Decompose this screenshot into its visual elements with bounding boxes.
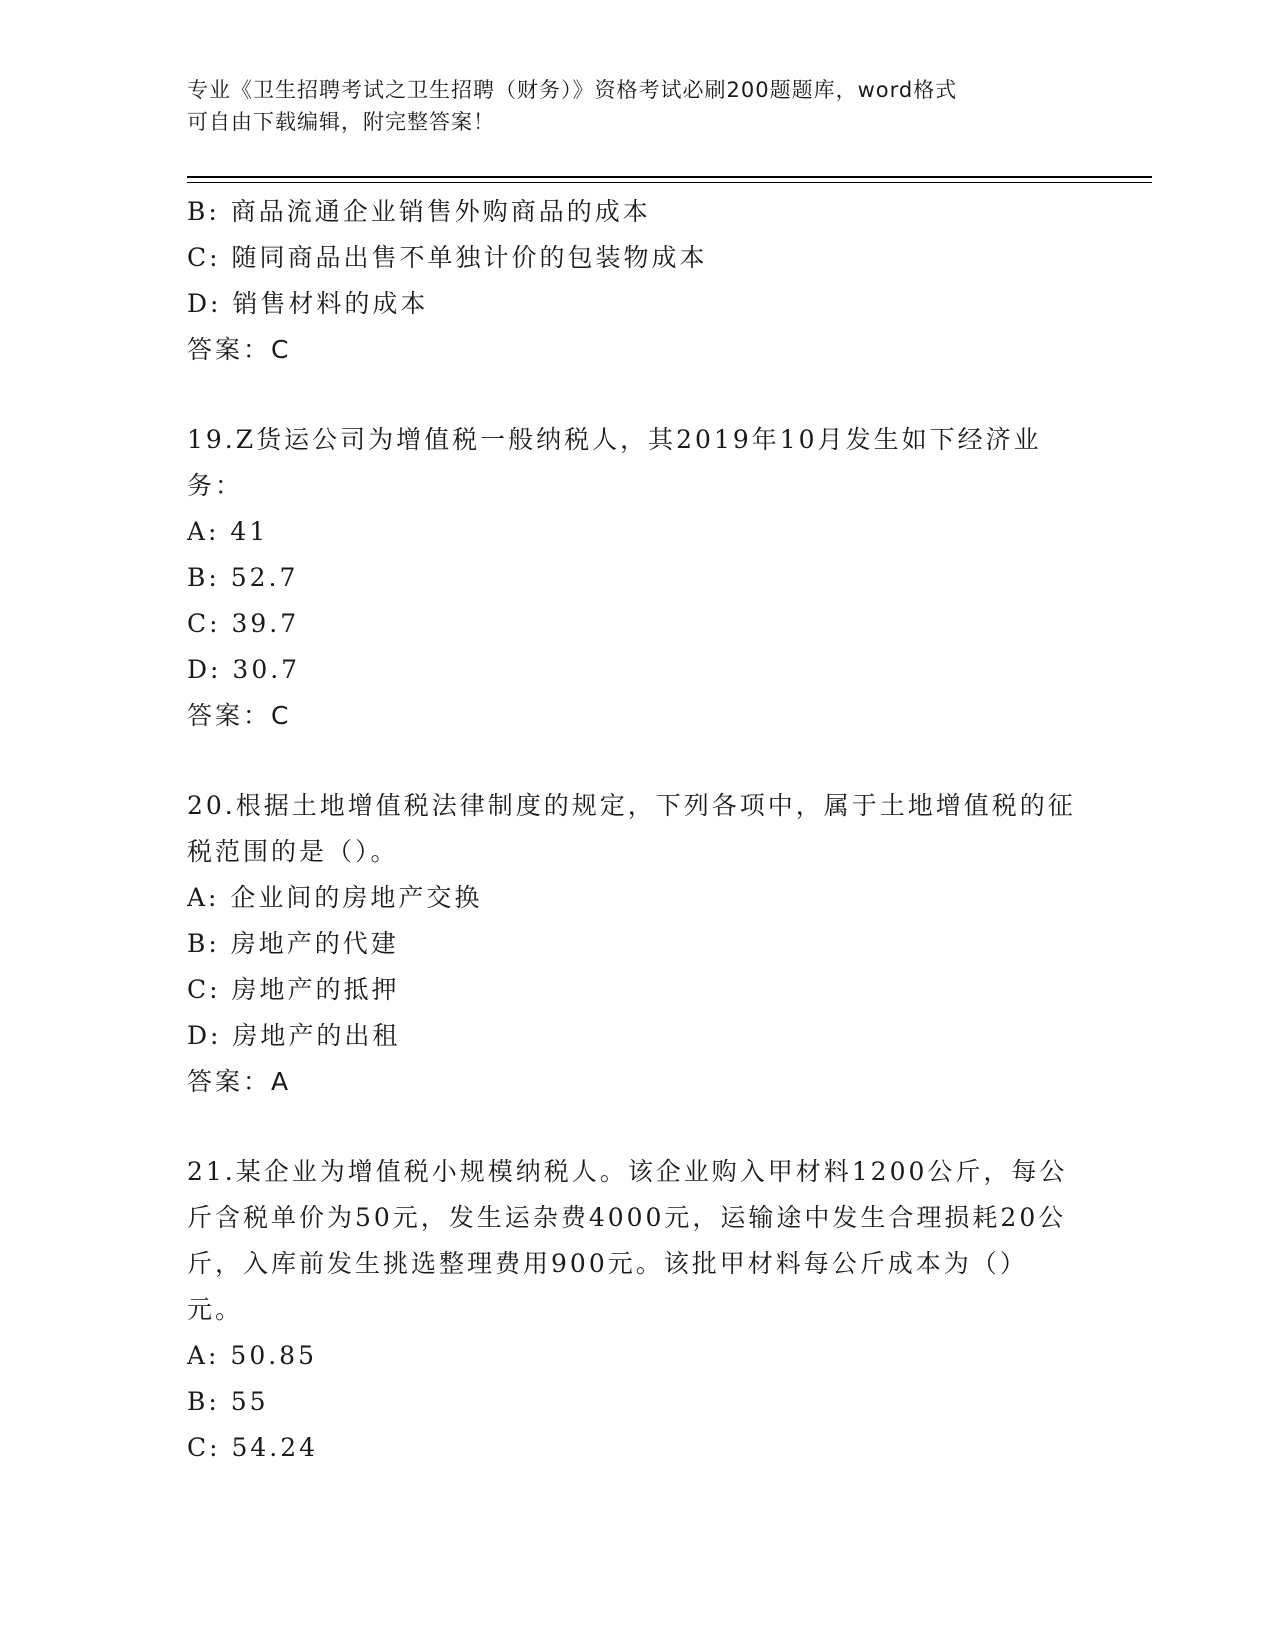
- option-b: B: 房地产的代建: [187, 929, 399, 958]
- header-title-line-1: 专业《卫生招聘考试之卫生招聘（财务）》资格考试必刷200题题库，word格式: [187, 78, 958, 102]
- option-c: C: 54.24: [187, 1433, 319, 1462]
- question-19: [187, 417, 1077, 739]
- option-b: B: 商品流通企业销售外购商品的成本: [187, 197, 651, 226]
- option-b: B: 55: [187, 1387, 269, 1416]
- question-18-remainder: [187, 189, 1077, 373]
- option-c: C: 39.7: [187, 609, 300, 638]
- question-text: 21.某企业为增值税小规模纳税人。该企业购入甲材料1200公斤，每公斤含税单价为50元，发生运杂费4000元，运输途中发生合理损耗20公斤，入库前发生挑选整理费用900元。该批甲材料每公斤成本为（）元。: [187, 1157, 1068, 1324]
- header-title-line-2: 可自由下载编辑，附完整答案！: [187, 110, 495, 134]
- option-a: A: 50.85: [187, 1341, 317, 1370]
- question-20: [187, 783, 1077, 1105]
- option-d: D: 30.7: [187, 655, 301, 684]
- answer-line: 答案：C: [187, 701, 292, 730]
- option-a: A: 41: [187, 517, 269, 546]
- option-c: C: 随同商品出售不单独计价的包装物成本: [187, 243, 708, 272]
- question-text: 20.根据土地增值税法律制度的规定，下列各项中，属于土地增值税的征税范围的是（）。: [187, 791, 1076, 866]
- option-c: C: 房地产的抵押: [187, 975, 400, 1004]
- header-divider-thick: [187, 176, 1152, 178]
- header-divider-thin: [187, 182, 1152, 183]
- answer-line: 答案：C: [187, 335, 292, 364]
- document-body: [187, 189, 1077, 1471]
- option-d: D: 销售材料的成本: [187, 289, 429, 318]
- document-header: [187, 74, 1067, 138]
- question-text: 19.Z货运公司为增值税一般纳税人，其2019年10月发生如下经济业务：: [187, 425, 1042, 500]
- option-a: A: 企业间的房地产交换: [187, 883, 483, 912]
- option-d: D: 房地产的出租: [187, 1021, 401, 1050]
- option-b: B: 52.7: [187, 563, 299, 592]
- question-21: [187, 1149, 1077, 1471]
- answer-line: 答案：A: [187, 1067, 292, 1096]
